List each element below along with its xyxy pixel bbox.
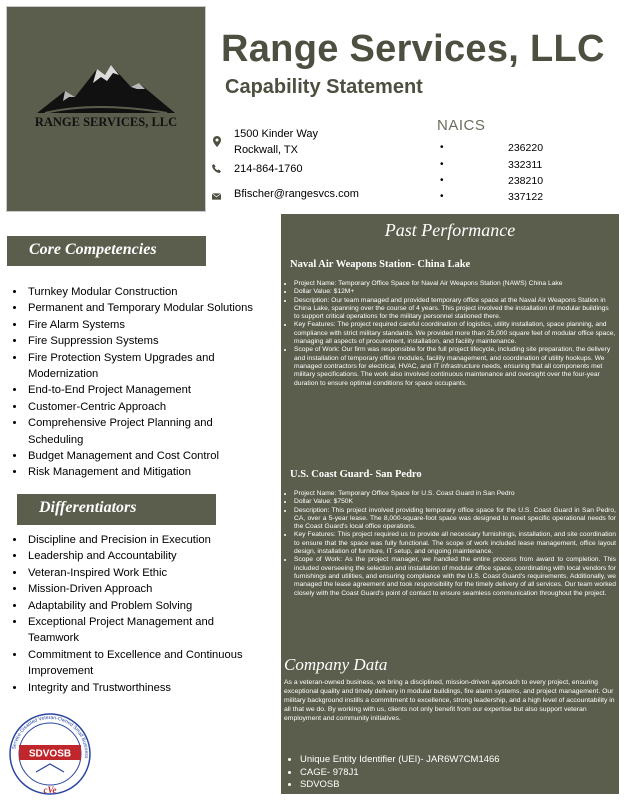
email-icon	[212, 192, 221, 203]
badge-center-text: SDVOSB	[28, 748, 72, 760]
logo-panel	[6, 6, 206, 212]
naics-bullet: •	[440, 142, 444, 153]
list-item: • Fire Suppression Systems	[26, 333, 278, 349]
project-bullet: • Description: Our team managed and provided temporary office space at the Naval Air Weapons Station in China Lake, spanning over the course of 4 years. This project involved the installation of modular buildings to support critical operations for the military personnel stationed there.	[294, 297, 616, 322]
list-item: • Turnkey Modular Construction	[26, 284, 278, 300]
list-item: • Risk Management and Mitigation	[26, 464, 278, 480]
company-data-list-container	[284, 754, 616, 792]
project-bullet: • Dollar Value: $750K	[294, 498, 616, 506]
address-line-1: 1500 Kinder Way	[234, 128, 318, 140]
project-bullet: • Key Features: The project required careful coordination of logistics, utility installation, space planning, and compliance with strict military standards. We provided more than 25,000 square feet of modular office space, managing all aspects of procurement, installation, and facility maintenance.	[294, 321, 616, 346]
company-name: Range Services, LLC	[221, 28, 605, 70]
list-item: • Discipline and Precision in Execution	[26, 532, 278, 548]
naics-code: 337122	[508, 191, 544, 203]
mountain-logo-icon	[35, 57, 177, 117]
project-details	[284, 280, 616, 388]
project-name: U.S. Coast Guard- San Pedro	[290, 469, 422, 480]
list-item: • CAGE- 978J1	[300, 767, 616, 780]
address-line-2: Rockwall, TX	[234, 144, 298, 156]
company-data-title: Company Data	[284, 655, 388, 674]
list-item: • Integrity and Trustworthiness	[26, 680, 278, 696]
location-pin-icon	[213, 136, 221, 150]
core-competencies-header: Core Competencies	[7, 236, 206, 266]
project-bullet: • Project Name: Temporary Office Space for U.S. Coast Guard in San Pedro	[294, 490, 616, 498]
project-details	[284, 490, 616, 598]
project-bullet: • Key Features: This project required us to provide all necessary furnishings, installation, and site coordination to ensure that the space was fully functional. The scope of work included lease management, office layout design, installation of furniture, IT setup, and ongoing maintenance.	[294, 531, 616, 556]
list-item: • Comprehensive Project Planning and Scheduling	[26, 415, 278, 448]
sdvosb-badge	[6, 712, 94, 798]
badge-bottom-text: cVe	[43, 785, 57, 795]
project-name: Naval Air Weapons Station- China Lake	[290, 259, 471, 270]
list-item: • Fire Protection System Upgrades and Modernization	[26, 350, 278, 383]
list-item: • End-to-End Project Management	[26, 382, 278, 398]
list-item: • Customer-Centric Approach	[26, 399, 278, 415]
list-item: • Commitment to Excellence and Continuous Improvement	[26, 647, 278, 680]
list-item: • Permanent and Temporary Modular Solutions	[26, 300, 278, 316]
company-data-paragraph: As a veteran-owned business, we bring a disciplined, mission-driven approach to every project, ensuring exceptional quality and timely delivery in modular buildings, fire alarm systems, and project management. Our military background instills a commitment to excellence, strong leadership, and a high level of accountability in all that we do. By working with us, clients not only benefit from our expertise but also support veteran employment and community initiatives.	[284, 679, 615, 722]
core-competencies-list-container	[6, 284, 278, 481]
phone-icon	[212, 164, 221, 176]
naics-bullet: •	[440, 159, 444, 170]
differentiators-list-container	[6, 532, 278, 696]
list-item: • Leadership and Accountability	[26, 548, 278, 564]
list-item: • Fire Alarm Systems	[26, 317, 278, 333]
sdvosb-seal-icon	[6, 712, 94, 798]
logo-text: RANGE SERVICES, LLC	[34, 115, 178, 129]
project-bullet: • Description: This project involved providing temporary office space for the U.S. Coast Guard in San Pedro, CA, over a 5-year lease. The 8,000-square-foot space was designed to meet specific operational needs for the Coast Guard's local office operations.	[294, 507, 616, 532]
naics-bullet: •	[440, 175, 444, 186]
naics-bullet: •	[440, 191, 444, 202]
project-bullet-list	[284, 280, 616, 388]
naics-code: 238210	[508, 175, 544, 187]
core-competencies-list	[6, 284, 278, 481]
badge-ring-text: Service-Disabled Veteran-Owned Small Business	[11, 714, 90, 759]
differentiators-header: Differentiators	[17, 494, 216, 525]
list-item: • Veteran-Inspired Work Ethic	[26, 565, 278, 581]
naics-code: 332311	[508, 159, 543, 171]
project-bullet: • Scope of Work: Our firm was responsible for the full project lifecycle, including site preparation, the delivery and installation of temporary office modules, facility management, and coordination of utility hookups. We managed contractors for electrical, HVAC, and IT infrastructure needs, ensuring that all components met military specifications. The work also involved continuous maintenance and oversight over the four-year duration to ensure optimal conditions for space occupants.	[294, 346, 616, 387]
project-bullet-list	[284, 490, 616, 598]
document-subtitle: Capability Statement	[225, 76, 423, 98]
list-item: • Adaptability and Problem Solving	[26, 598, 278, 614]
differentiators-list	[6, 532, 278, 696]
email-address[interactable]: Bfischer@rangesvcs.com	[234, 188, 359, 200]
list-item: • Unique Entity Identifier (UEI)- JAR6W7CM1466	[300, 754, 616, 767]
past-performance-title: Past Performance	[384, 220, 516, 240]
list-item: • SDVOSB	[300, 779, 616, 792]
list-item: • Budget Management and Cost Control	[26, 448, 278, 464]
naics-code: 236220	[508, 142, 544, 154]
project-bullet: • Project Name: Temporary Office Space for Naval Air Weapons Station (NAWS) China Lake	[294, 280, 616, 288]
list-item: • Mission-Driven Approach	[26, 581, 278, 597]
naics-title: NAICS	[437, 117, 486, 134]
list-item: • Exceptional Project Management and Teamwork	[26, 614, 278, 647]
company-data-list	[284, 754, 616, 792]
project-bullet: • Scope of Work: As the project manager, we handled the entire process from award to completion. This included overseeing the selection and installation of modular office space, coordinating with local vendors for furnishings and utilities, and ensuring compliance with the U.S. Coast Guard's requirements. Additionally, we managed the lease agreement and took responsibility for the timely delivery of all services. Our team worked closely with the Coast Guard's point of contact to ensure seamless communication throughout the project.	[294, 556, 616, 597]
project-bullet: • Dollar Value: $12M+	[294, 288, 616, 296]
phone-number[interactable]: 214-864-1760	[234, 163, 303, 175]
